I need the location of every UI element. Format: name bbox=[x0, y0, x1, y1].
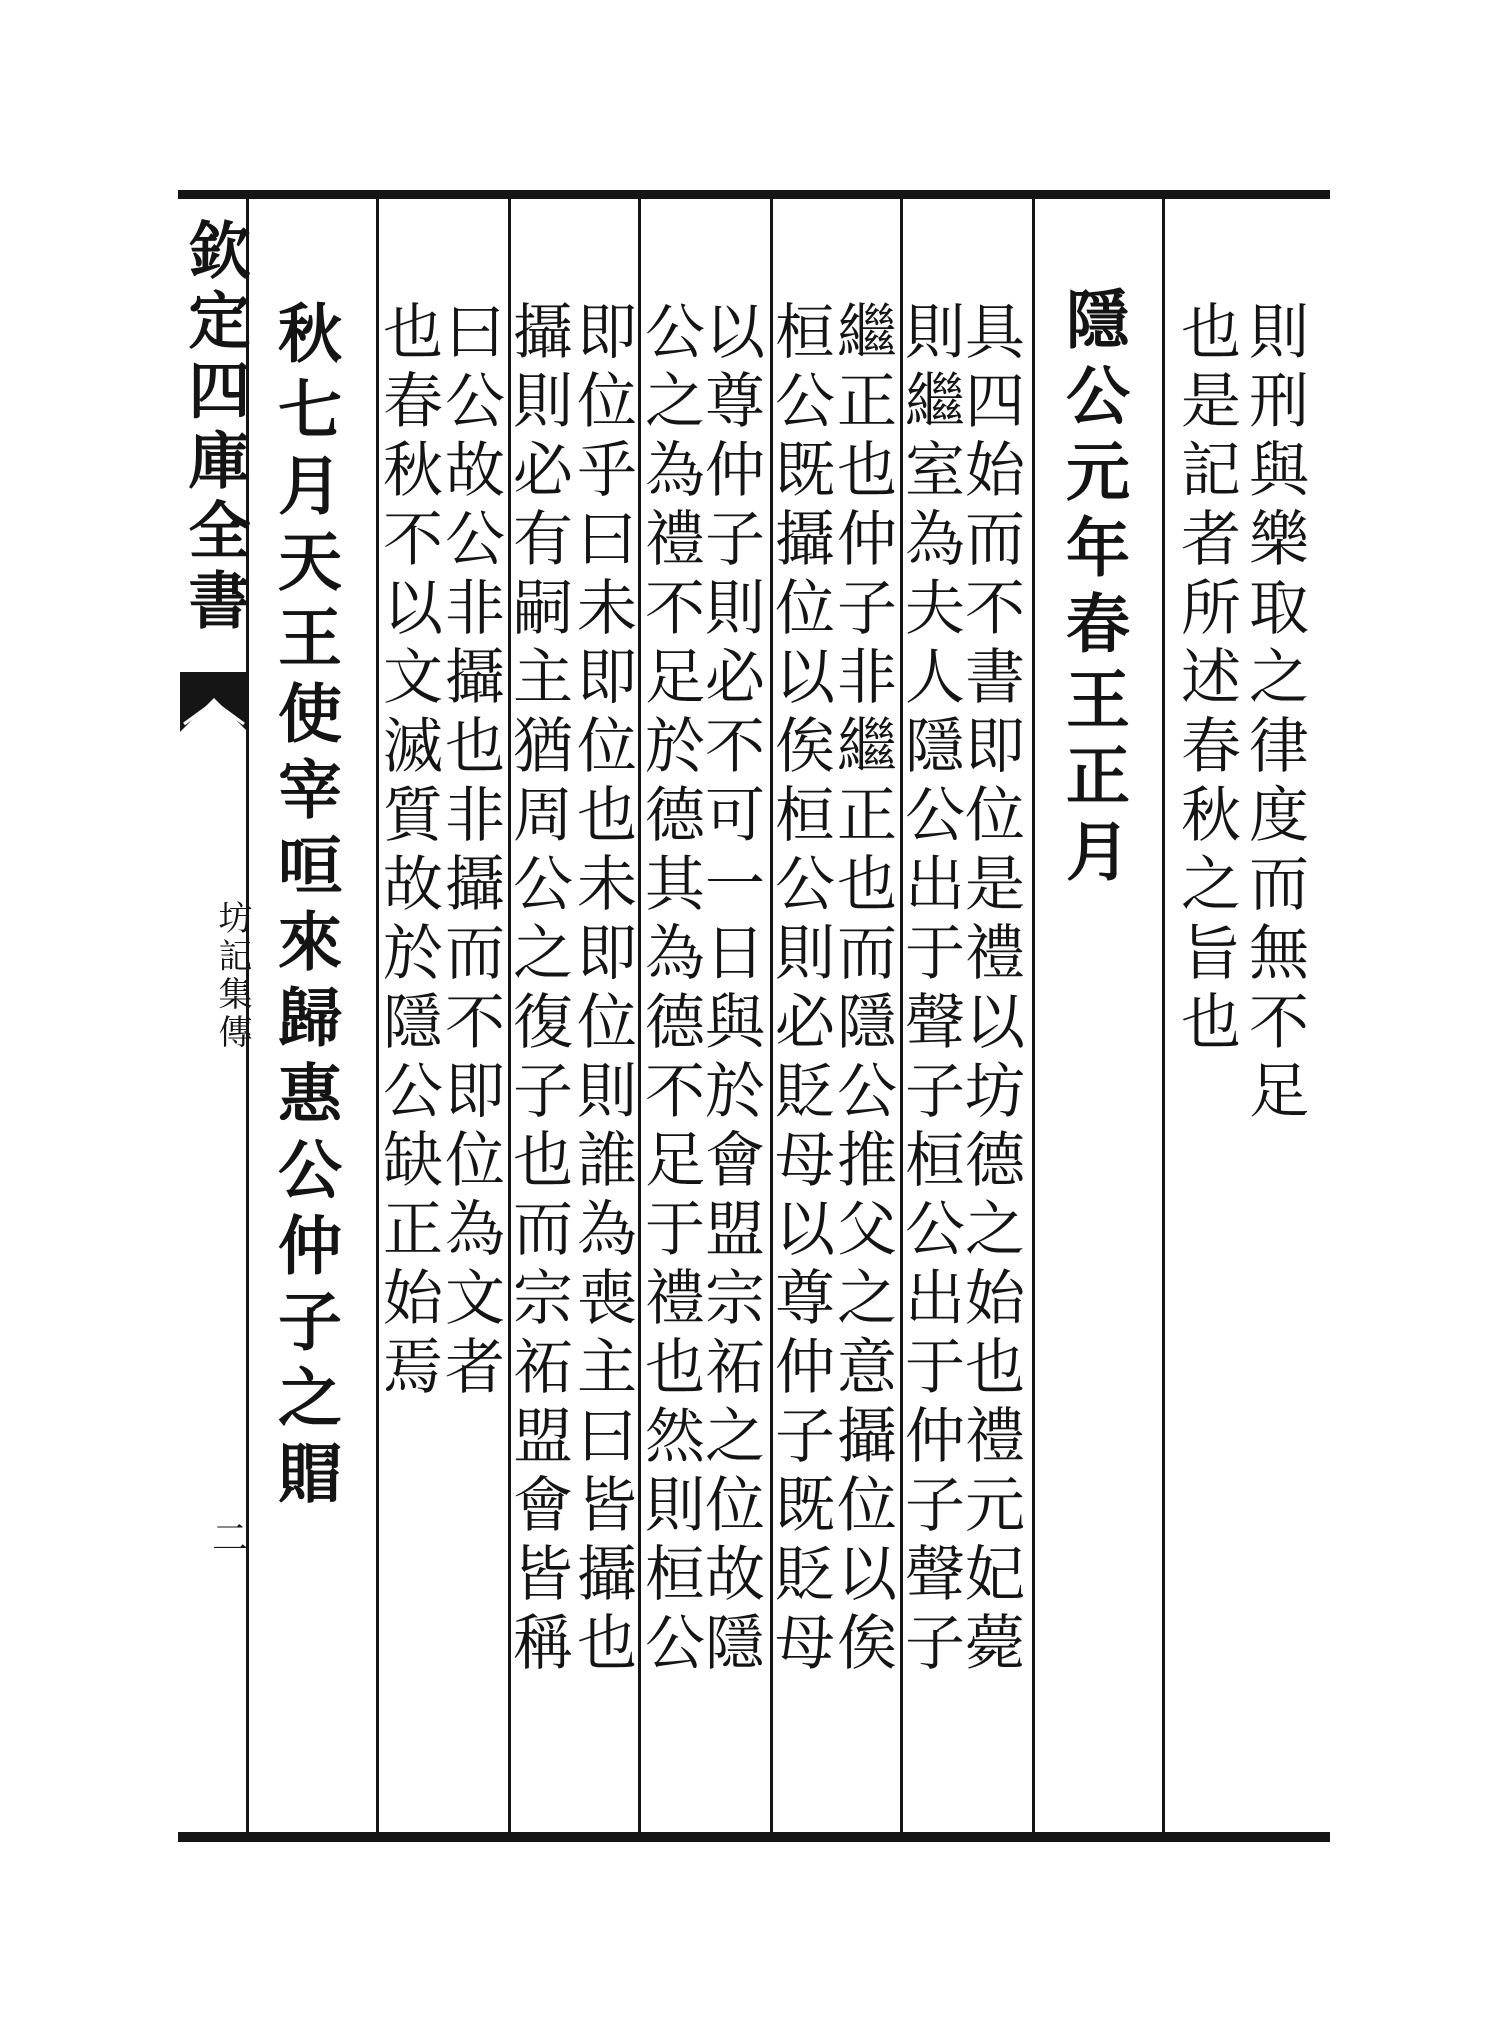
section-title: 坊記集傳 bbox=[212, 900, 252, 1052]
column-divider bbox=[1032, 196, 1035, 1836]
text-column: 即位乎曰未即位也未即位則誰為喪主曰皆攝也 bbox=[567, 300, 637, 1680]
text-column: 則繼室為夫人隱公出于聲子桓公出于仲子聲子 bbox=[895, 300, 965, 1680]
heading-column: 隱公元年春王正月 bbox=[1055, 286, 1130, 894]
text-column: 也春秋不以文滅質故於隱公缺正始焉 bbox=[373, 300, 443, 1404]
fishtail-mark-icon bbox=[180, 672, 248, 732]
text-column: 也是記者所述春秋之旨也 bbox=[1171, 300, 1241, 1059]
top-border bbox=[178, 190, 1330, 199]
bottom-border bbox=[178, 1832, 1330, 1842]
column-divider bbox=[1162, 196, 1165, 1836]
text-column: 具四始而不書即位是禮以坊德之始也禮元妃薨 bbox=[955, 300, 1025, 1680]
text-column: 曰公故公非攝也非攝而不即位為文者 bbox=[435, 300, 505, 1404]
folio-number: 二 bbox=[212, 1518, 249, 1559]
heading-column: 秋七月天王使宰咺來歸惠公仲子之賵 bbox=[267, 300, 342, 1516]
book-title: 欽定四庫全書 bbox=[178, 218, 251, 638]
text-column: 公之為禮不足於德其為德不足于禮也然則桓公 bbox=[635, 300, 705, 1680]
text-column: 攝則必有嗣主猶周公之復子也而宗祏盟會皆稱 bbox=[503, 300, 573, 1680]
text-column: 則刑與樂取之律度而無不足 bbox=[1239, 300, 1309, 1128]
text-column: 繼正也仲子非繼正也而隱公推父之意攝位以俟 bbox=[827, 300, 897, 1680]
text-column: 以尊仲子則必不可一日與於會盟宗祏之位故隱 bbox=[695, 300, 765, 1680]
text-column: 桓公既攝位以俟桓公則必貶母以尊仲子既貶母 bbox=[765, 300, 835, 1680]
